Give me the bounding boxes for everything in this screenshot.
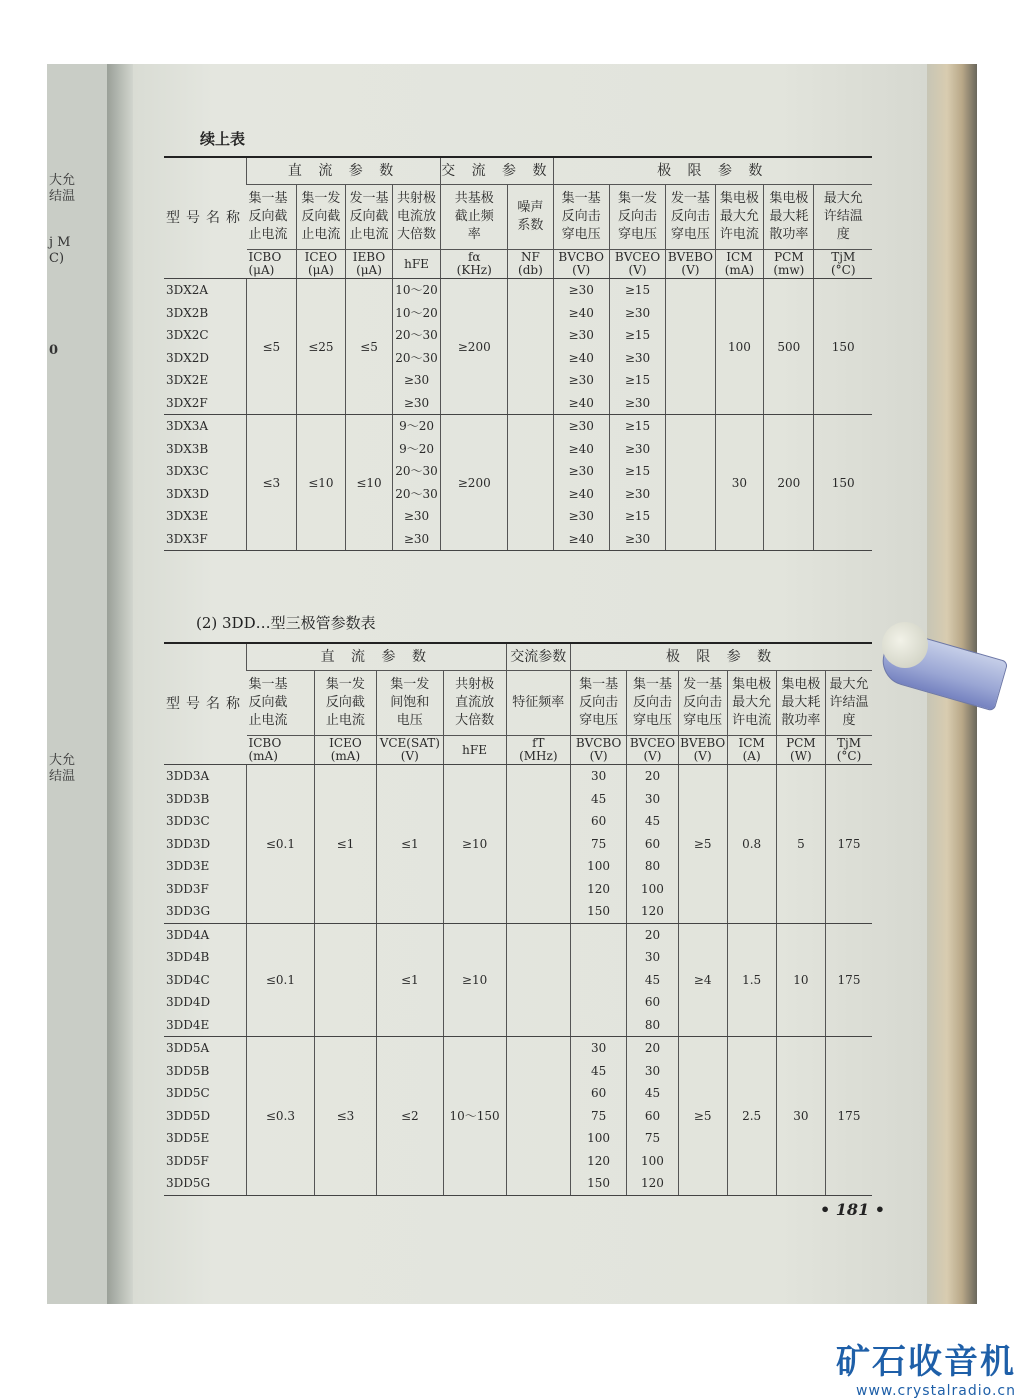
pcm-value: 200 bbox=[764, 415, 814, 551]
hfe-values: 9～20 9～20 20～30 20～30 ≥30 ≥30 bbox=[392, 415, 440, 551]
model-header: 型号名称 bbox=[164, 643, 247, 765]
column-header: 最大允 许结温 度 bbox=[826, 671, 873, 736]
column-symbol: BVEBO (V) bbox=[680, 736, 726, 763]
column-header: 集一基 反向击 穿电压 bbox=[553, 185, 609, 250]
column-symbol: BVCEO (V) bbox=[609, 250, 665, 279]
left-page-fragment: 结温 bbox=[49, 189, 76, 204]
vce-sat-value: ≤1 bbox=[377, 923, 444, 1037]
icm-value: 1.5 bbox=[727, 923, 776, 1037]
pcm-value: 500 bbox=[764, 279, 814, 415]
left-page-fragment: 0 bbox=[49, 343, 59, 358]
column-header: 最大允 许结温 度 bbox=[814, 185, 872, 250]
section-heading: (2) 3DD…型三极管参数表 bbox=[196, 614, 376, 632]
column-header: 集一基 反向截 止电流 bbox=[247, 671, 315, 736]
column-symbol: IEBO (μA) bbox=[346, 250, 393, 279]
column-symbol: VCE(SAT) (V) bbox=[377, 736, 444, 765]
bvcbo-values: 30 45 60 75 100 120 150 bbox=[570, 1037, 626, 1196]
icm-value: 30 bbox=[715, 415, 764, 551]
ft-value bbox=[506, 1037, 570, 1196]
column-header: 集一发 反向击 穿电压 bbox=[609, 185, 665, 250]
iceo-value: ≤25 bbox=[296, 279, 345, 415]
column-symbol: fT (MHz) bbox=[506, 736, 570, 765]
column-header: 集电极 最大允 许电流 bbox=[727, 671, 776, 736]
column-header: 集电极 最大允 许电流 bbox=[715, 185, 764, 250]
nf-value bbox=[508, 415, 553, 551]
column-symbol: ICBO (mA) bbox=[247, 736, 315, 765]
ft-value bbox=[506, 923, 570, 1037]
column-header: 发一基 反向击 穿电压 bbox=[666, 185, 715, 250]
column-header: 噪声 系数 bbox=[508, 185, 553, 250]
model-names: 3DD4A 3DD4B 3DD4C 3DD4D 3DD4E bbox=[164, 923, 247, 1037]
icbo-value: ≤3 bbox=[247, 415, 297, 551]
column-header: 集一基 反向截 止电流 bbox=[247, 185, 297, 250]
column-symbol: PCM (mw) bbox=[764, 250, 814, 279]
falpha-value: ≥200 bbox=[441, 279, 508, 415]
column-symbol: ICEO (μA) bbox=[296, 250, 345, 279]
column-symbol: hFE bbox=[392, 250, 440, 279]
bvebo-value: ≥5 bbox=[678, 1037, 727, 1196]
column-header: 共射极 直流放 大倍数 bbox=[443, 671, 506, 736]
left-page-fragment: 大允 bbox=[49, 173, 76, 188]
column-header: 集一基 反向击 穿电压 bbox=[570, 671, 626, 736]
column-header: 发一基 反向截 止电流 bbox=[346, 185, 393, 250]
pen-cap bbox=[882, 622, 928, 668]
limit-group-header: 极 限 参 数 bbox=[553, 157, 872, 185]
iebo-value: ≤10 bbox=[346, 415, 393, 551]
icm-value: 2.5 bbox=[727, 1037, 776, 1196]
page-number: • 181 • bbox=[820, 1200, 885, 1219]
bvebo-value bbox=[666, 279, 715, 415]
hfe-values: 10～20 10～20 20～30 20～30 ≥30 ≥30 bbox=[392, 279, 440, 415]
vce-sat-value: ≤1 bbox=[377, 765, 444, 924]
column-symbol: TjM (°C) bbox=[814, 250, 872, 279]
pcm-value: 5 bbox=[776, 765, 825, 924]
iceo-value: ≤1 bbox=[314, 765, 376, 924]
limit-group-header: 极 限 参 数 bbox=[570, 643, 872, 671]
column-symbol: BVCBO (V) bbox=[570, 736, 626, 765]
icbo-value: ≤0.1 bbox=[247, 765, 315, 924]
ac-group-header: 交流参数 bbox=[506, 643, 570, 671]
left-page-fragment: C) bbox=[49, 251, 65, 266]
column-symbol: fα (KHz) bbox=[441, 250, 508, 279]
bvcbo-values: ≥30 ≥40 ≥30 ≥40 ≥30 ≥40 bbox=[553, 279, 609, 415]
watermark-url: www.crystalradio.cn bbox=[856, 1383, 1016, 1399]
column-symbol: hFE bbox=[443, 736, 506, 765]
ac-group-header: 交 流 参 数 bbox=[441, 157, 553, 185]
tjm-value: 175 bbox=[826, 765, 873, 924]
bvceo-values: 20 30 45 60 80 bbox=[627, 923, 679, 1037]
icbo-value: ≤0.3 bbox=[247, 1037, 315, 1196]
pcm-value: 10 bbox=[776, 923, 825, 1037]
watermark bbox=[836, 1334, 1016, 1399]
tjm-value: 150 bbox=[814, 279, 872, 415]
column-symbol: NF (db) bbox=[508, 250, 553, 279]
iebo-value: ≤5 bbox=[346, 279, 393, 415]
column-header: 集一发 反向截 止电流 bbox=[314, 671, 376, 736]
column-header: 集一发 间饱和 电压 bbox=[377, 671, 444, 736]
bvceo-values: 20 30 45 60 80 100 120 bbox=[627, 765, 679, 924]
column-header: 集电极 最大耗 散功率 bbox=[776, 671, 825, 736]
column-symbol: PCM (W) bbox=[776, 736, 825, 765]
left-page-fragment: 大允 bbox=[49, 753, 76, 768]
bvceo-values: 20 30 45 60 75 100 120 bbox=[627, 1037, 679, 1196]
column-symbol: TjM (°C) bbox=[826, 736, 873, 765]
tjm-value: 175 bbox=[826, 1037, 873, 1196]
model-header: 型号名称 bbox=[164, 157, 247, 279]
column-header: 集一发 反向截 止电流 bbox=[296, 185, 345, 250]
book-gutter bbox=[107, 64, 135, 1304]
iceo-value bbox=[314, 923, 376, 1037]
left-page-fragment: j M bbox=[49, 235, 71, 250]
bvceo-values: ≥15 ≥30 ≥15 ≥30 ≥15 ≥30 bbox=[609, 279, 665, 415]
column-header: 共射极 电流放 大倍数 bbox=[392, 185, 440, 250]
left-page-fragment: 结温 bbox=[49, 769, 76, 784]
transistor-table-3dx bbox=[164, 156, 872, 551]
dc-group-header: 直 流 参 数 bbox=[247, 157, 441, 185]
icbo-value: ≤5 bbox=[247, 279, 297, 415]
column-symbol: ICEO (mA) bbox=[314, 736, 376, 765]
vce-sat-value: ≤2 bbox=[377, 1037, 444, 1196]
column-symbol: BVEBO (V) bbox=[666, 250, 715, 279]
icbo-value: ≤0.1 bbox=[247, 923, 315, 1037]
bvcbo-values bbox=[570, 923, 626, 1037]
tjm-value: 150 bbox=[814, 415, 872, 551]
bvebo-value: ≥4 bbox=[678, 923, 727, 1037]
falpha-value: ≥200 bbox=[441, 415, 508, 551]
model-names: 3DD5A 3DD5B 3DD5C 3DD5D 3DD5E 3DD5F 3DD5G bbox=[164, 1037, 247, 1196]
bvebo-value bbox=[666, 415, 715, 551]
ft-value bbox=[506, 765, 570, 924]
column-header: 集电极 最大耗 散功率 bbox=[764, 185, 814, 250]
continued-table-heading: 续上表 bbox=[200, 130, 246, 148]
column-header: 集一基 反向击 穿电压 bbox=[627, 671, 679, 736]
icm-value: 100 bbox=[715, 279, 764, 415]
column-header: 共基极 截止频 率 bbox=[441, 185, 508, 250]
column-header: 发一基 反向击 穿电压 bbox=[678, 671, 727, 736]
column-symbol: ICBO (μA) bbox=[247, 250, 297, 279]
bvcbo-values: ≥30 ≥40 ≥30 ≥40 ≥30 ≥40 bbox=[553, 415, 609, 551]
icm-value: 0.8 bbox=[727, 765, 776, 924]
model-names: 3DX3A 3DX3B 3DX3C 3DX3D 3DX3E 3DX3F bbox=[164, 415, 247, 551]
hfe-value: ≥10 bbox=[443, 923, 506, 1037]
bvebo-value: ≥5 bbox=[678, 765, 727, 924]
dc-group-header: 直 流 参 数 bbox=[247, 643, 507, 671]
hfe-value: 10～150 bbox=[443, 1037, 506, 1196]
column-symbol: ICM (A) bbox=[727, 736, 776, 765]
column-symbol: BVCEO (V) bbox=[627, 736, 679, 765]
iceo-value: ≤10 bbox=[296, 415, 345, 551]
column-symbol: BVCBO (V) bbox=[553, 250, 609, 279]
column-symbol: ICM (mA) bbox=[715, 250, 764, 279]
nf-value bbox=[508, 279, 553, 415]
bvcbo-values: 30 45 60 75 100 120 150 bbox=[570, 765, 626, 924]
pcm-value: 30 bbox=[776, 1037, 825, 1196]
hfe-value: ≥10 bbox=[443, 765, 506, 924]
model-names: 3DX2A 3DX2B 3DX2C 3DX2D 3DX2E 3DX2F bbox=[164, 279, 247, 415]
watermark-name: 矿石收音机 bbox=[836, 1342, 1016, 1382]
model-names: 3DD3A 3DD3B 3DD3C 3DD3D 3DD3E 3DD3F 3DD3G bbox=[164, 765, 247, 924]
column-header: 特征频率 bbox=[506, 671, 570, 736]
transistor-table-3dd bbox=[164, 642, 872, 1196]
iceo-value: ≤3 bbox=[314, 1037, 376, 1196]
bvceo-values: ≥15 ≥30 ≥15 ≥30 ≥15 ≥30 bbox=[609, 415, 665, 551]
tjm-value: 175 bbox=[826, 923, 873, 1037]
